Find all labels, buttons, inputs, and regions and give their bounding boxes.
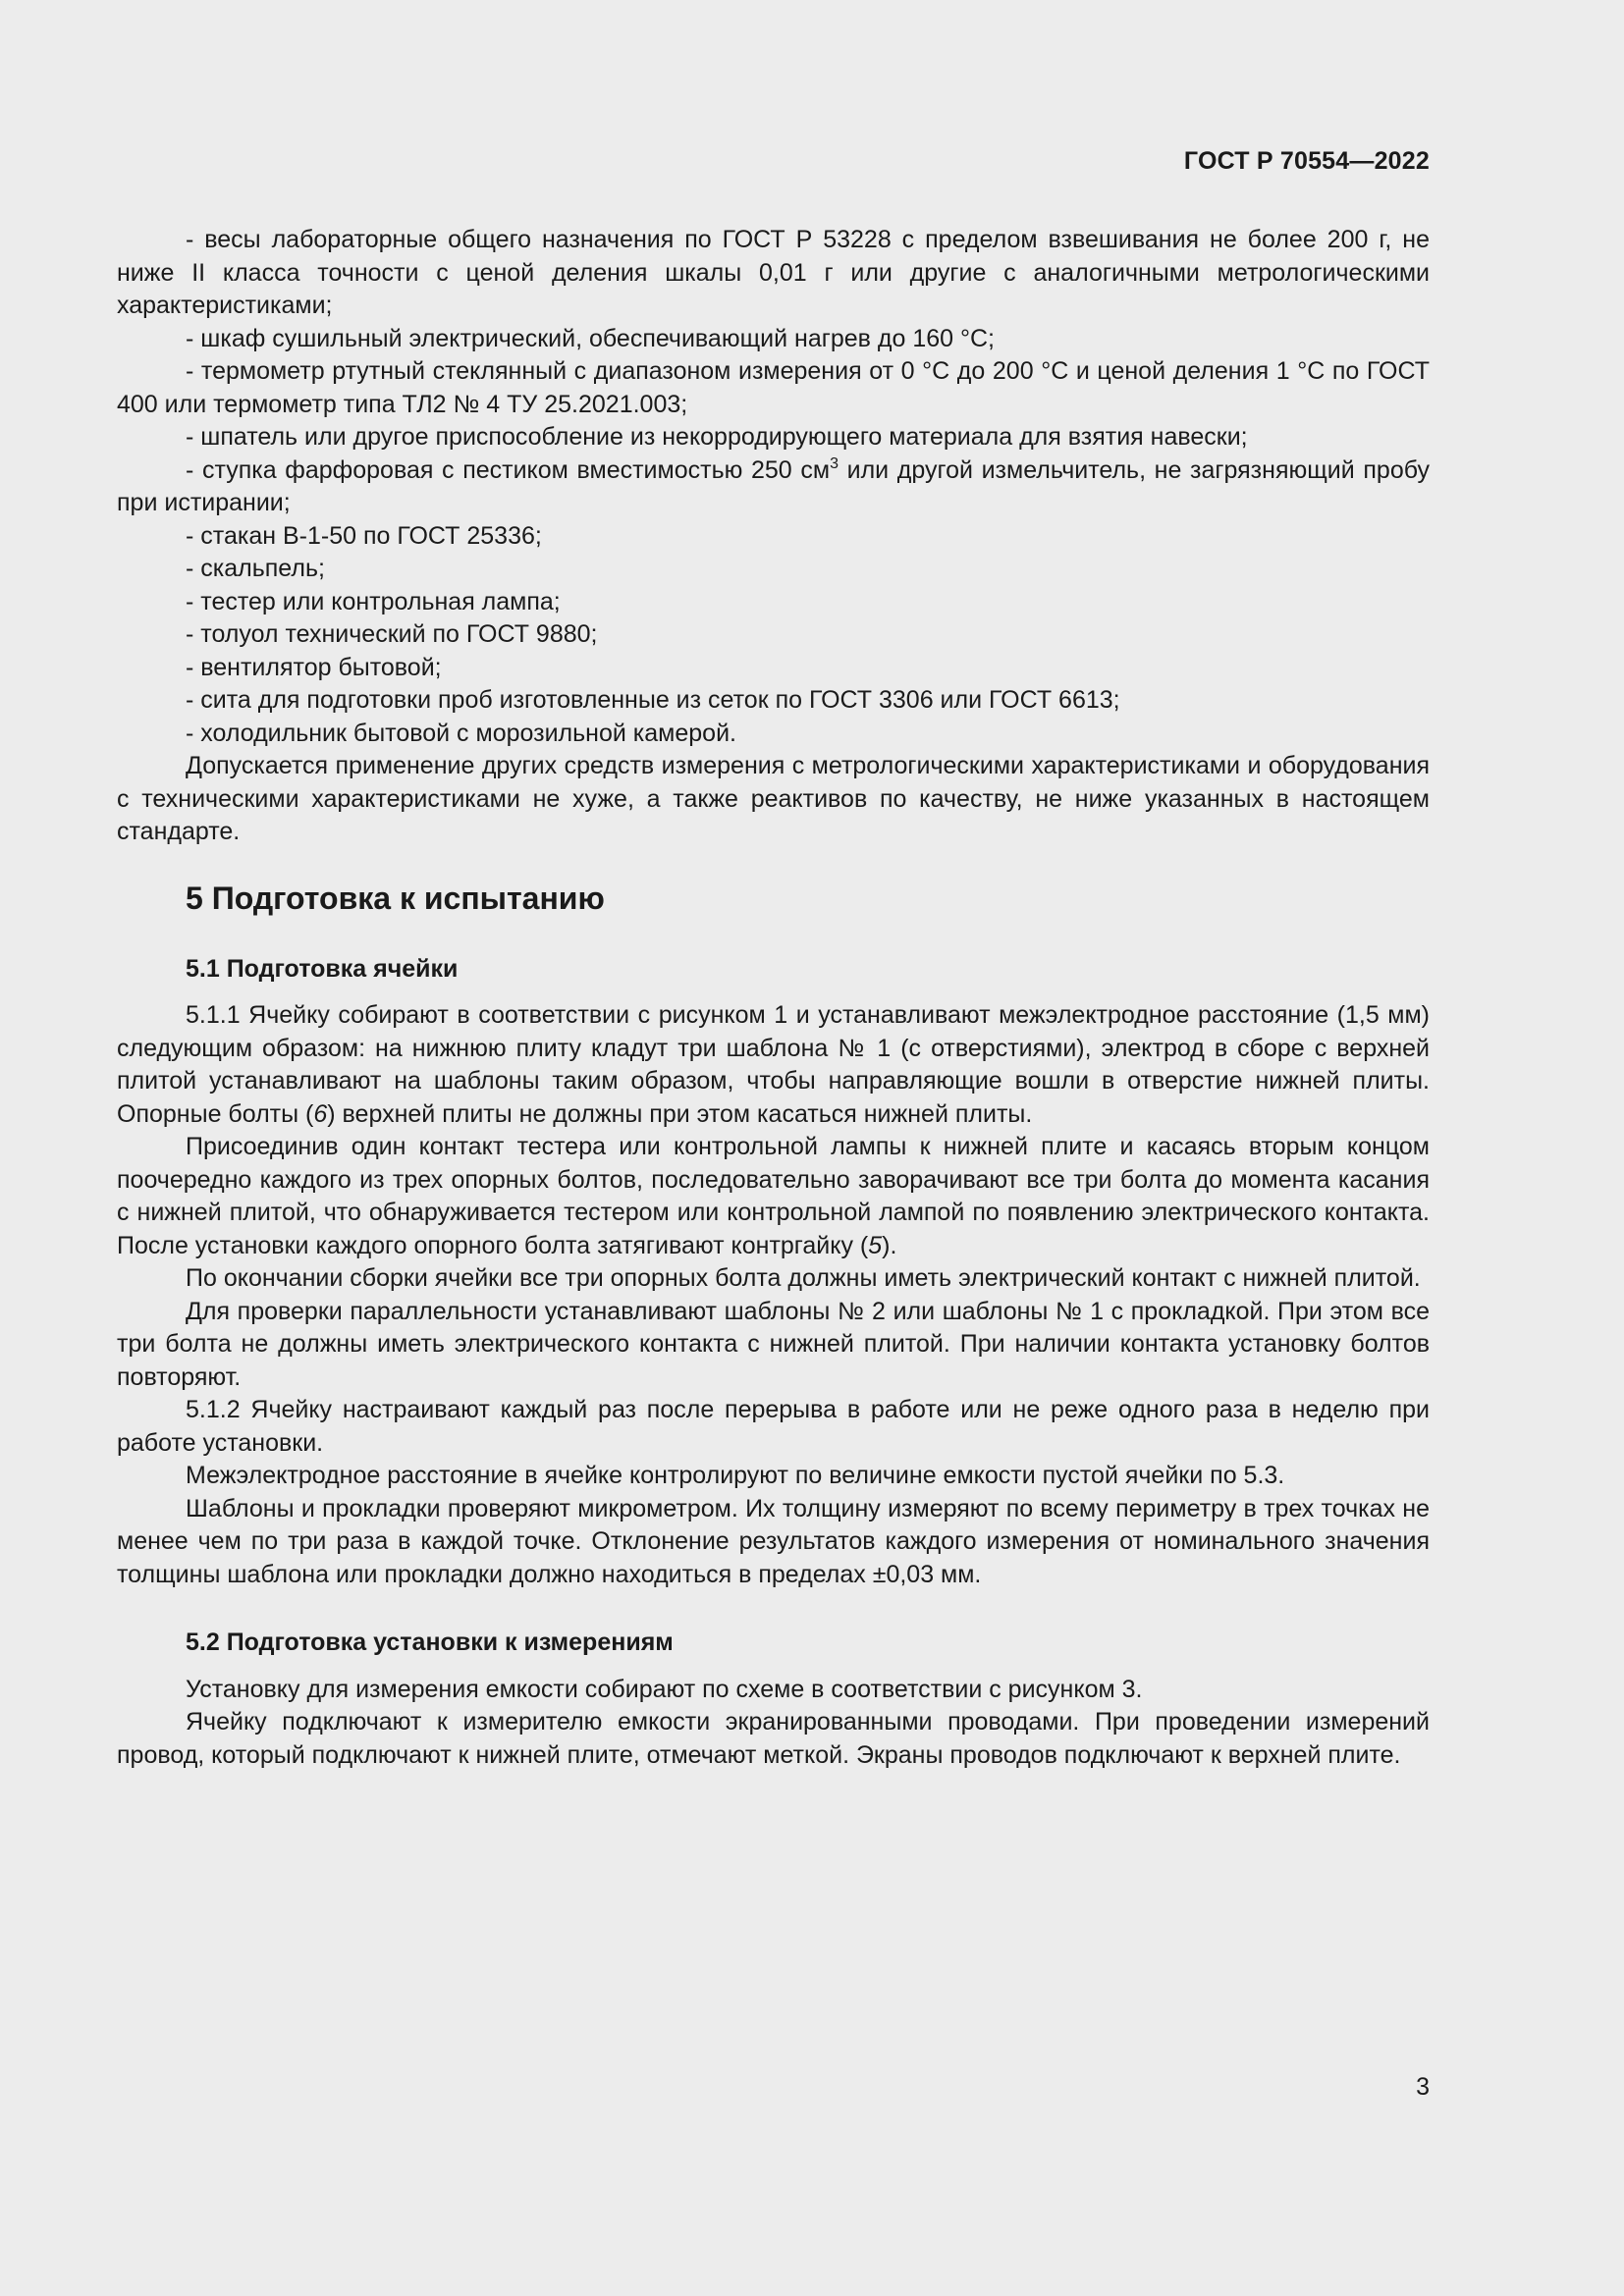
closing-paragraph: Допускается применение других средств измерения с метрологическими характеристиками и оборудования с техническими характеристиками не хуже, а также реактивов по качеству, не ниже указанных в настоящем стандарте. (117, 752, 1430, 845)
mortar-text-after: или другой измельчитель, не загрязняющий пробу при истирании; (117, 455, 1431, 516)
list-item: - стакан В-1-50 по ГОСТ 25336; (186, 521, 542, 550)
section-5-2-heading: 5.2 Подготовка установки к измерениям (186, 1629, 674, 1656)
list-item: - скальпель; (186, 555, 325, 582)
text-part: ). (882, 1231, 897, 1259)
list-item: - тестер или контрольная лампа; (186, 587, 561, 615)
paragraph-5-1-2: 5.1.2 Ячейку настраивают каждый раз после перерыва в работе или не реже одного раза в неделю при работе установки. (117, 1396, 1430, 1457)
mortar-text-before: - ступка фарфоровая с пестиком вместимостью 250 см (186, 455, 831, 484)
text-part: 5.1.1 Ячейку собирают в соответствии с рисунком 1 и устанавливают межэлектродное расстояние (1,5 мм) следующим образом: на нижнюю плиту кладут три шаблона № 1 (с отверстиями), электрод в сборе с верхней плитой устанавливают на шаблоны таким образом, чтобы направляющие вошли в отверстие нижней плиты. Опорные болты ( (117, 1001, 1430, 1128)
paragraph: Межэлектродное расстояние в ячейке контролируют по величине емкости пустой ячейки по 5.3. (186, 1462, 1285, 1489)
section-5-1-heading: 5.1 Подготовка ячейки (186, 954, 459, 983)
list-item: - холодильник бытовой с морозильной камерой. (186, 719, 736, 747)
list-item: - шпатель или другое приспособление из некорродирующего материала для взятия навески; (186, 423, 1248, 451)
superscript: 3 (830, 454, 839, 472)
list-item: - сита для подготовки проб изготовленные из сеток по ГОСТ 3306 или ГОСТ 6613; (186, 686, 1120, 714)
list-item: - термометр ртутный стеклянный с диапазоном измерения от 0 °С до 200 °С и ценой деления 1 °С по ГОСТ 400 или термометр типа ТЛ2 № 4 ТУ 25.2021.003; (117, 357, 1430, 418)
reference-number: 6 (313, 1099, 328, 1128)
list-item-mortar (117, 454, 1430, 520)
paragraph: Для проверки параллельности устанавливают шаблоны № 2 или шаблоны № 1 с прокладкой. При этом все три болта не должны иметь электрического контакта с нижней плитой. При наличии контакта установку болтов повторяют. (117, 1297, 1430, 1391)
list-item: - весы лабораторные общего назначения по ГОСТ Р 53228 с пределом взвешивания не более 200 г, не ниже II класса точности с ценой деления шкалы 0,01 г или другие с аналогичными метрологическими характеристиками; (117, 226, 1430, 319)
text-part: Присоединив один контакт тестера или контрольной лампы к нижней плите и касаясь вторым концом поочередно каждого из трех опорных болтов, последовательно заворачивают все три болта до момента касания с нижней плитой, что обнаруживается тестером или контрольной лампой по появлению электрического контакта. После установки каждого опорного болта затягивают контргайку ( (117, 1133, 1430, 1259)
document-id-header: ГОСТ Р 70554—2022 (1183, 147, 1430, 175)
list-item: - толуол технический по ГОСТ 9880; (186, 620, 598, 648)
reference-number: 5 (868, 1231, 883, 1259)
page-content (117, 224, 1430, 1772)
paragraph: По окончании сборки ячейки все три опорных болта должны иметь электрический контакт с нижней плитой. (186, 1264, 1421, 1292)
text-part: ) верхней плиты не должны при этом касаться нижней плиты. (327, 1099, 1033, 1128)
paragraph (117, 1131, 1430, 1262)
list-item: - вентилятор бытовой; (186, 653, 442, 681)
paragraph: Шаблоны и прокладки проверяют микрометром. Их толщину измеряют по всему периметру в трех точках не менее чем по три раза в каждой точке. Отклонение результатов каждого измерения от номинального значения толщины шаблона или прокладки должно находиться в пределах ±0,03 мм. (117, 1494, 1430, 1588)
list-item: - шкаф сушильный электрический, обеспечивающий нагрев до 160 °С; (186, 324, 995, 352)
paragraph-5-1-1 (117, 999, 1430, 1131)
paragraph: Ячейку подключают к измерителю емкости экранированными проводами. При проведении измерений провод, который подключают к нижней плите, отмечают меткой. Экраны проводов подключают к верхней плите. (117, 1708, 1430, 1769)
page-number: 3 (1416, 2073, 1430, 2101)
paragraph: Установку для измерения емкости собирают по схеме в соответствии с рисунком 3. (186, 1675, 1143, 1703)
section-5-heading: 5 Подготовка к испытанию (186, 880, 605, 916)
